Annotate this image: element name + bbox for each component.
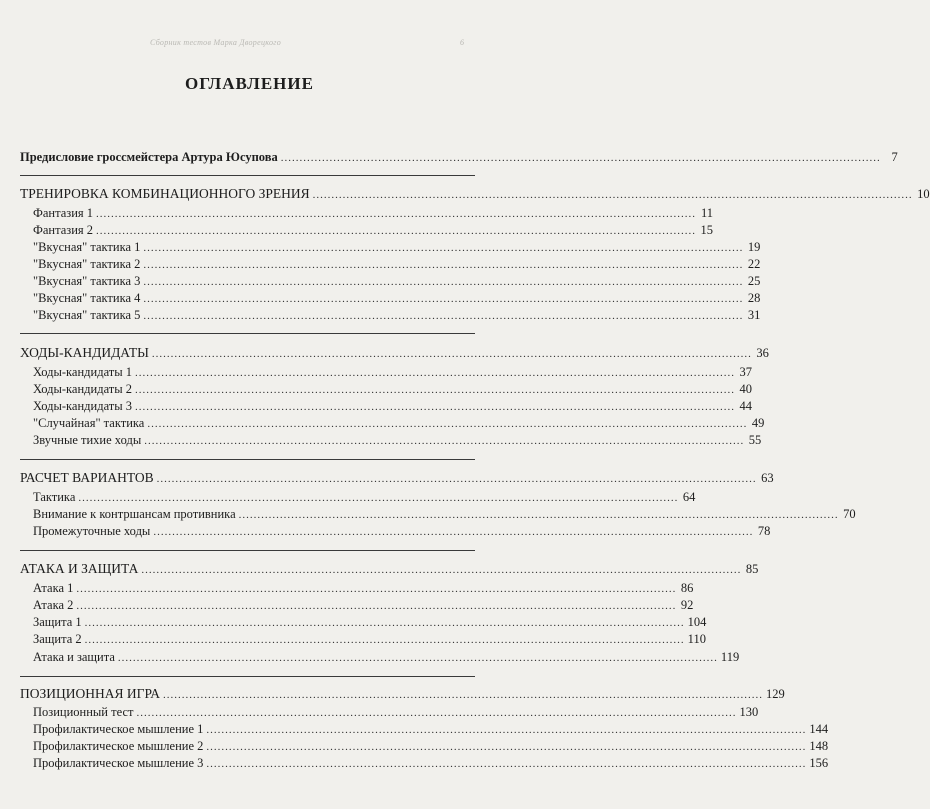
toc-entry-page: 92 <box>680 598 694 612</box>
toc-entry[interactable] <box>33 274 761 292</box>
toc-section-title: ТРЕНИРОВКА КОМБИНАЦИОННОГО ЗРЕНИЯ <box>20 186 310 201</box>
toc-section-title: РАСЧЕТ ВАРИАНТОВ <box>20 470 154 485</box>
dot-leader: ................................................................................................................................................................ <box>96 208 697 220</box>
toc-entry-page: 104 <box>687 615 707 629</box>
toc-section-positional-play[interactable] <box>20 686 785 704</box>
toc-entry[interactable] <box>33 615 707 633</box>
toc-entry-page: 19 <box>747 240 761 254</box>
toc-entry-page: 119 <box>720 650 740 664</box>
toc-entry-page: 64 <box>682 490 696 504</box>
toc-entry[interactable] <box>33 399 753 417</box>
dot-leader: ................................................................................................................................................................ <box>96 225 697 237</box>
toc-entry-page: 44 <box>739 399 753 413</box>
dot-leader: ................................................................................................................................................................ <box>144 435 745 447</box>
toc-entry[interactable] <box>33 365 753 383</box>
toc-section-page: 10 <box>917 187 930 201</box>
running-header <box>0 38 499 52</box>
section-divider <box>20 676 475 677</box>
toc-entry-label: Предисловие гроссмейстера Артура Юсупова <box>20 150 278 164</box>
dot-leader: ................................................................................................................................................................ <box>84 634 685 646</box>
toc-section-page: 63 <box>761 471 774 485</box>
dot-leader: ................................................................................................................................................................ <box>153 526 754 538</box>
toc-entry-page: 28 <box>747 291 761 305</box>
dot-leader: ................................................................................................................................................................ <box>312 189 913 201</box>
toc-entry-label: "Вкусная" тактика 5 <box>33 308 141 322</box>
toc-entry-label: Атака и защита <box>33 650 115 664</box>
toc-entry[interactable] <box>33 490 696 508</box>
toc-entry[interactable] <box>33 223 714 241</box>
toc-entry-page: 78 <box>757 524 771 538</box>
toc-section-page: 85 <box>745 562 759 576</box>
toc-section-title: ПОЗИЦИОННАЯ ИГРА <box>20 686 160 701</box>
toc-entry-label: Профилактическое мышление 2 <box>33 739 204 753</box>
toc-entry[interactable] <box>33 756 829 774</box>
dot-leader: ................................................................................................................................................................ <box>156 473 757 485</box>
section-divider <box>20 175 475 176</box>
toc-entry-page: 144 <box>809 722 829 736</box>
toc-entry-label: Тактика <box>33 490 76 504</box>
dot-leader: ................................................................................................................................................................ <box>141 564 742 576</box>
toc-entry[interactable] <box>33 739 829 757</box>
dot-leader: ................................................................................................................................................................ <box>151 348 752 360</box>
section-divider <box>20 459 475 460</box>
toc-entry-label: "Вкусная" тактика 3 <box>33 274 141 288</box>
dot-leader: ................................................................................................................................................................ <box>135 367 736 379</box>
dot-leader: ................................................................................................................................................................ <box>206 724 807 736</box>
toc-entry-label: "Вкусная" тактика 2 <box>33 257 141 271</box>
toc-entry-label: Атака 1 <box>33 581 74 595</box>
toc-entry-label: "Вкусная" тактика 4 <box>33 291 141 305</box>
toc-entry-page: 156 <box>809 756 829 770</box>
toc-entry[interactable] <box>33 705 759 723</box>
toc-entry-page: 148 <box>809 739 829 753</box>
toc-entry[interactable] <box>33 308 761 326</box>
dot-leader: ................................................................................................................................................................ <box>143 259 744 271</box>
toc-entry-page: 31 <box>747 308 761 322</box>
header-page-number: 6 <box>460 38 464 47</box>
dot-leader: ................................................................................................................................................................ <box>143 310 744 322</box>
dot-leader: ................................................................................................................................................................ <box>280 152 881 164</box>
toc-entry[interactable] <box>33 416 765 434</box>
toc-entry-page: 55 <box>748 433 762 447</box>
toc-entry-label: Профилактическое мышление 1 <box>33 722 204 736</box>
toc-entry-page: 40 <box>739 382 753 396</box>
toc-entry-page: 7 <box>891 150 898 164</box>
toc-section-candidate-moves[interactable] <box>20 345 769 363</box>
toc-entry-preface[interactable] <box>20 150 898 168</box>
toc-entry[interactable] <box>33 433 762 451</box>
toc-section-combinational-vision[interactable] <box>20 186 930 204</box>
dot-leader: ................................................................................................................................................................ <box>135 384 736 396</box>
dot-leader: ................................................................................................................................................................ <box>238 509 839 521</box>
toc-entry-page: 25 <box>747 274 761 288</box>
toc-section-title: АТАКА И ЗАЩИТА <box>20 561 139 576</box>
toc-entry[interactable] <box>33 240 761 258</box>
page-title: ОГЛАВЛЕНИЕ <box>185 74 314 93</box>
toc-entry-label: Защита 1 <box>33 615 82 629</box>
toc-entry-label: Профилактическое мышление 3 <box>33 756 204 770</box>
dot-leader: ................................................................................................................................................................ <box>84 617 685 629</box>
dot-leader: ................................................................................................................................................................ <box>143 242 744 254</box>
toc-entry-label: "Случайная" тактика <box>33 416 145 430</box>
toc-entry-label: Ходы-кандидаты 3 <box>33 399 133 413</box>
toc-entry[interactable] <box>33 650 740 668</box>
toc-entry-label: Фантазия 1 <box>33 206 94 220</box>
dot-leader: ................................................................................................................................................................ <box>206 758 807 770</box>
toc-entry[interactable] <box>33 291 761 309</box>
toc-entry-page: 130 <box>739 705 759 719</box>
toc-section-attack-defense[interactable] <box>20 561 759 579</box>
toc-entry-label: Атака 2 <box>33 598 74 612</box>
toc-entry[interactable] <box>33 581 694 599</box>
dot-leader: ................................................................................................................................................................ <box>117 652 718 664</box>
toc-entry[interactable] <box>33 206 714 224</box>
dot-leader: ................................................................................................................................................................ <box>143 276 744 288</box>
toc-entry[interactable] <box>33 632 706 650</box>
toc-entry-label: "Вкусная" тактика 1 <box>33 240 141 254</box>
dot-leader: ................................................................................................................................................................ <box>206 741 807 753</box>
toc-entry-page: 49 <box>751 416 765 430</box>
dot-leader: ................................................................................................................................................................ <box>76 583 677 595</box>
toc-entry-label: Промежуточные ходы <box>33 524 151 538</box>
toc-entry-page: 86 <box>680 581 694 595</box>
dot-leader: ................................................................................................................................................................ <box>143 293 744 305</box>
toc-entry-page: 15 <box>700 223 714 237</box>
toc-entry-label: Ходы-кандидаты 2 <box>33 382 133 396</box>
toc-entry-label: Звучные тихие ходы <box>33 433 142 447</box>
toc-entry[interactable] <box>33 507 856 525</box>
toc-section-title: ХОДЫ-КАНДИДАТЫ <box>20 345 149 360</box>
dot-leader: ................................................................................................................................................................ <box>135 401 736 413</box>
toc-entry-label: Позиционный тест <box>33 705 134 719</box>
section-divider <box>20 550 475 551</box>
toc-entry-page: 22 <box>747 257 761 271</box>
toc-entry-page: 110 <box>687 632 706 646</box>
dot-leader: ................................................................................................................................................................ <box>147 418 748 430</box>
dot-leader: ................................................................................................................................................................ <box>136 707 737 719</box>
running-title: Сборник тестов Марка Дворецкого <box>150 38 282 47</box>
toc-entry-page: 11 <box>700 206 714 220</box>
toc-entry[interactable] <box>33 722 829 740</box>
toc-entry[interactable] <box>33 382 753 400</box>
toc-section-calculating-variations[interactable] <box>20 470 774 488</box>
toc-entry-label: Фантазия 2 <box>33 223 94 237</box>
dot-leader: ................................................................................................................................................................ <box>76 600 677 612</box>
toc-section-page: 129 <box>765 687 785 701</box>
toc-entry[interactable] <box>33 598 694 616</box>
section-divider <box>20 333 475 334</box>
toc-entry-label: Защита 2 <box>33 632 82 646</box>
toc-section-page: 36 <box>756 346 769 360</box>
toc-entry[interactable] <box>33 257 761 275</box>
toc-entry-label: Ходы-кандидаты 1 <box>33 365 133 379</box>
toc-entry-label: Внимание к контршансам противника <box>33 507 236 521</box>
toc-entry-page: 37 <box>739 365 753 379</box>
dot-leader: ................................................................................................................................................................ <box>78 492 679 504</box>
toc-entry-page: 70 <box>843 507 856 521</box>
dot-leader: ................................................................................................................................................................ <box>162 689 763 701</box>
toc-entry[interactable] <box>33 524 771 542</box>
